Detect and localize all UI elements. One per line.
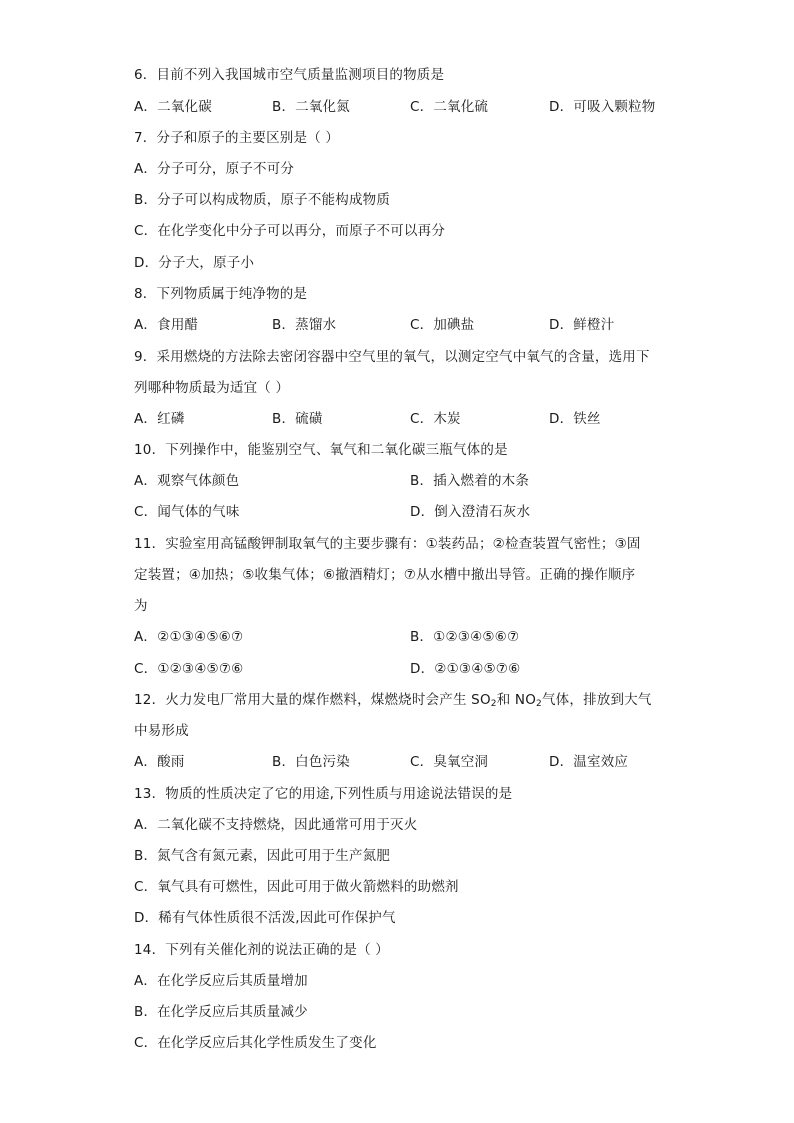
question-11-stem-line-1: 11．实验室用高锰酸钾制取氧气的主要步骤有：①装药品；②检查装置气密性；③固 (134, 536, 641, 552)
question-6-stem: 6．目前不列入我国城市空气质量监测项目的物质是 (134, 67, 445, 83)
question-12-stem-part-a: 12．火力发电厂常用大量的煤作燃料，煤燃烧时会产生 SO (134, 692, 491, 708)
question-12-option-b: B．白色污染 (272, 754, 350, 770)
question-13-option-b: B．氮气含有氮元素，因此可用于生产氮肥 (134, 848, 391, 864)
question-14-option-c: C．在化学反应后其化学性质发生了变化 (134, 1035, 377, 1051)
question-6-option-c: C．二氧化硫 (410, 99, 489, 115)
question-9-stem-line-1: 9．采用燃烧的方法除去密闭容器中空气里的氧气，以测定空气中氧气的含量，选用下 (134, 349, 650, 365)
question-10-option-a: A．观察气体颜色 (134, 473, 240, 489)
question-11-stem-line-2: 定装置；④加热；⑤收集气体；⑥撤酒精灯；⑦从水槽中撤出导管。正确的操作顺序 (134, 567, 636, 583)
question-10-option-b: B．插入燃着的木条 (410, 473, 530, 489)
question-9-option-d: D．铁丝 (549, 411, 601, 427)
question-8-option-a: A．食用醋 (134, 317, 199, 333)
question-10-stem: 10．下列操作中，能鉴别空气、氧气和二氧化碳三瓶气体的是 (134, 442, 508, 458)
question-11-option-a: A．②①③④⑤⑥⑦ (134, 629, 244, 645)
question-12-stem-line-2: 中易形成 (134, 723, 189, 739)
question-6-option-b: B．二氧化氮 (272, 99, 350, 115)
question-12-option-d: D．温室效应 (549, 754, 629, 770)
question-10-option-c: C．闻气体的气味 (134, 504, 240, 520)
question-12-option-c: C．臭氧空洞 (410, 754, 489, 770)
question-7-stem: 7．分子和原子的主要区别是（ ） (134, 130, 340, 146)
question-9-stem-line-2: 列哪种物质最为适宜（ ） (134, 380, 290, 396)
question-13-option-d: D．稀有气体性质很不活泼,因此可作保护气 (134, 910, 396, 926)
question-7-option-b: B．分子可以构成物质，原子不能构成物质 (134, 192, 391, 208)
so2-subscript: 2 (490, 699, 497, 709)
question-8-option-d: D．鲜橙汁 (549, 317, 615, 333)
question-11-stem-line-3: 为 (134, 598, 148, 614)
question-7-option-c: C．在化学变化中分子可以再分，而原子不可以再分 (134, 223, 446, 239)
no2-subscript: 2 (536, 699, 542, 709)
question-6-option-d: D．可吸入颗粒物 (549, 99, 656, 115)
question-7-option-a: A．分子可分，原子不可分 (134, 161, 295, 177)
question-8-option-b: B．蒸馏水 (272, 317, 337, 333)
question-6-option-a: A．二氧化碳 (134, 99, 212, 115)
question-9-option-c: C．木炭 (410, 411, 461, 427)
question-11-option-c: C．①②③④⑤⑦⑥ (134, 661, 244, 677)
question-11-option-d: D．②①③④⑤⑦⑥ (410, 661, 521, 677)
question-14-stem: 14．下列有关催化剂的说法正确的是（ ） (134, 942, 389, 958)
question-8-stem: 8．下列物质属于纯净物的是 (134, 286, 308, 302)
question-14-option-a: A．在化学反应后其质量增加 (134, 973, 308, 989)
question-9-option-a: A．红磷 (134, 411, 185, 427)
question-12-stem-line-1 (134, 691, 652, 709)
question-10-option-d: D．倒入澄清石灰水 (410, 504, 531, 520)
question-13-option-c: C．氧气具有可燃性，因此可用于做火箭燃料的助燃剂 (134, 879, 459, 895)
question-9-option-b: B．硫磺 (272, 411, 323, 427)
question-13-stem: 13．物质的性质决定了它的用途,下列性质与用途说法错误的是 (134, 786, 513, 802)
question-12-stem-part-c: 气体，排放到大气 (541, 692, 652, 708)
question-14-option-b: B．在化学反应后其质量减少 (134, 1004, 308, 1020)
question-8-option-c: C．加碘盐 (410, 317, 475, 333)
question-13-option-a: A．二氧化碳不支持燃烧，因此通常可用于灭火 (134, 817, 418, 833)
question-11-option-b: B．①②③④⑤⑥⑦ (410, 629, 520, 645)
question-12-option-a: A．酸雨 (134, 754, 185, 770)
question-7-option-d: D．分子大，原子小 (134, 255, 255, 271)
question-12-stem-part-b: 和 NO (496, 692, 537, 708)
